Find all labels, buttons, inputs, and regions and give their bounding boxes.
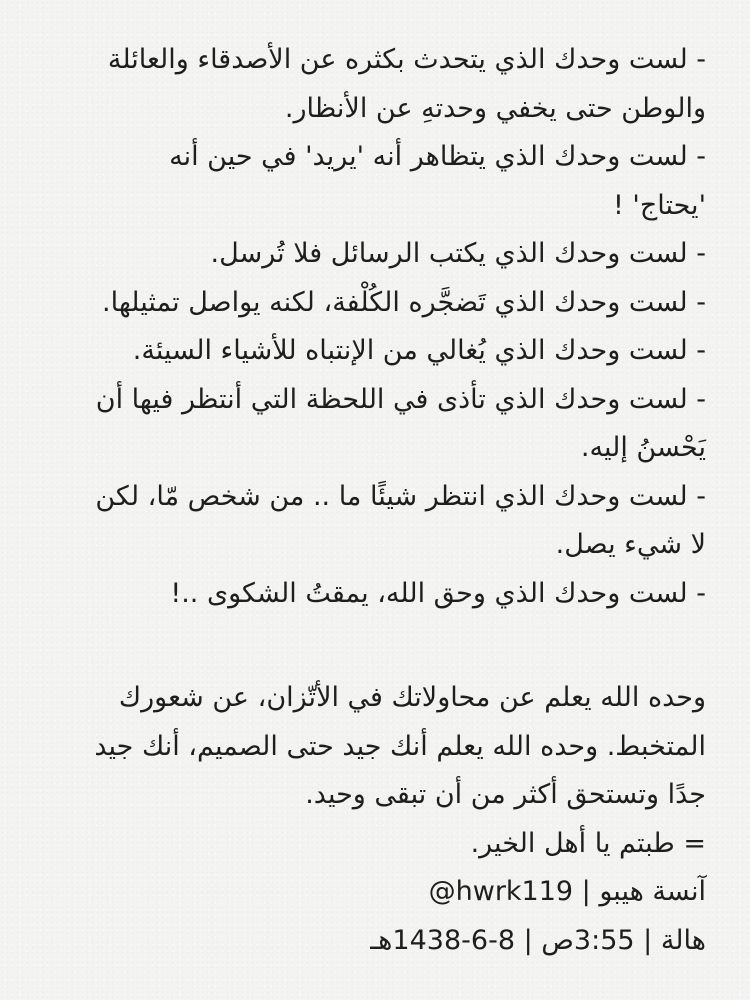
text-line: يَحْسنُ إليه. — [580, 432, 706, 463]
text-line: - لست وحدك الذي يتظاهر أنه 'يريد' في حين أنه — [169, 141, 706, 172]
text-line: - لست وحدك الذي وحق الله، يمقتُ الشكوى ..! — [170, 577, 706, 609]
text-line: - لست وحدك الذي يكتب الرسائل فلا تُرسل. — [210, 238, 706, 269]
text-line: - لست وحدك الذي يُغالي من الإنتباه للأشياء السيئة. — [132, 335, 706, 366]
text-line: وحده الله يعلم عن محاولاتك في الأتّزان، عن شعورك — [118, 682, 706, 713]
text-line: المتخبط. وحده الله يعلم أنك جيد حتى الصميم، أنك جيد — [94, 730, 706, 762]
text-line: 'يحتاج' ! — [613, 189, 706, 221]
text-line: - لست وحدك الذي تأذى في اللحظة التي أنتظر فيها أن — [95, 383, 706, 415]
text-line: والوطن حتى يخفي وحدتهِ عن الأنظار. — [284, 92, 706, 124]
text-line: - لست وحدك الذي انتظر شيئًا ما .. من شخص مّا، لكن — [95, 480, 706, 512]
text-line: - لست وحدك الذي تَضجَّره الكُلْفة، لكنه يواصل تمثيلها. — [102, 286, 706, 318]
closing-section — [40, 674, 706, 868]
list-section — [40, 36, 706, 618]
meta-line: هالة | 3:55ص | 8-6-1438هـ — [370, 924, 706, 956]
paragraph-gap — [40, 618, 706, 674]
text-line: = طبتم يا أهل الخير. — [470, 827, 706, 859]
signature-block — [40, 868, 706, 965]
author-line: آنسة هيبو | hwrk119@ — [428, 876, 706, 907]
text-line: جدًا وتستحق أكثر من أن تبقى وحيد. — [305, 779, 706, 810]
text-line: - لست وحدك الذي يتحدث بكثره عن الأصدقاء والعائلة — [107, 44, 706, 75]
text-line: لا شيء يصل. — [555, 529, 706, 560]
